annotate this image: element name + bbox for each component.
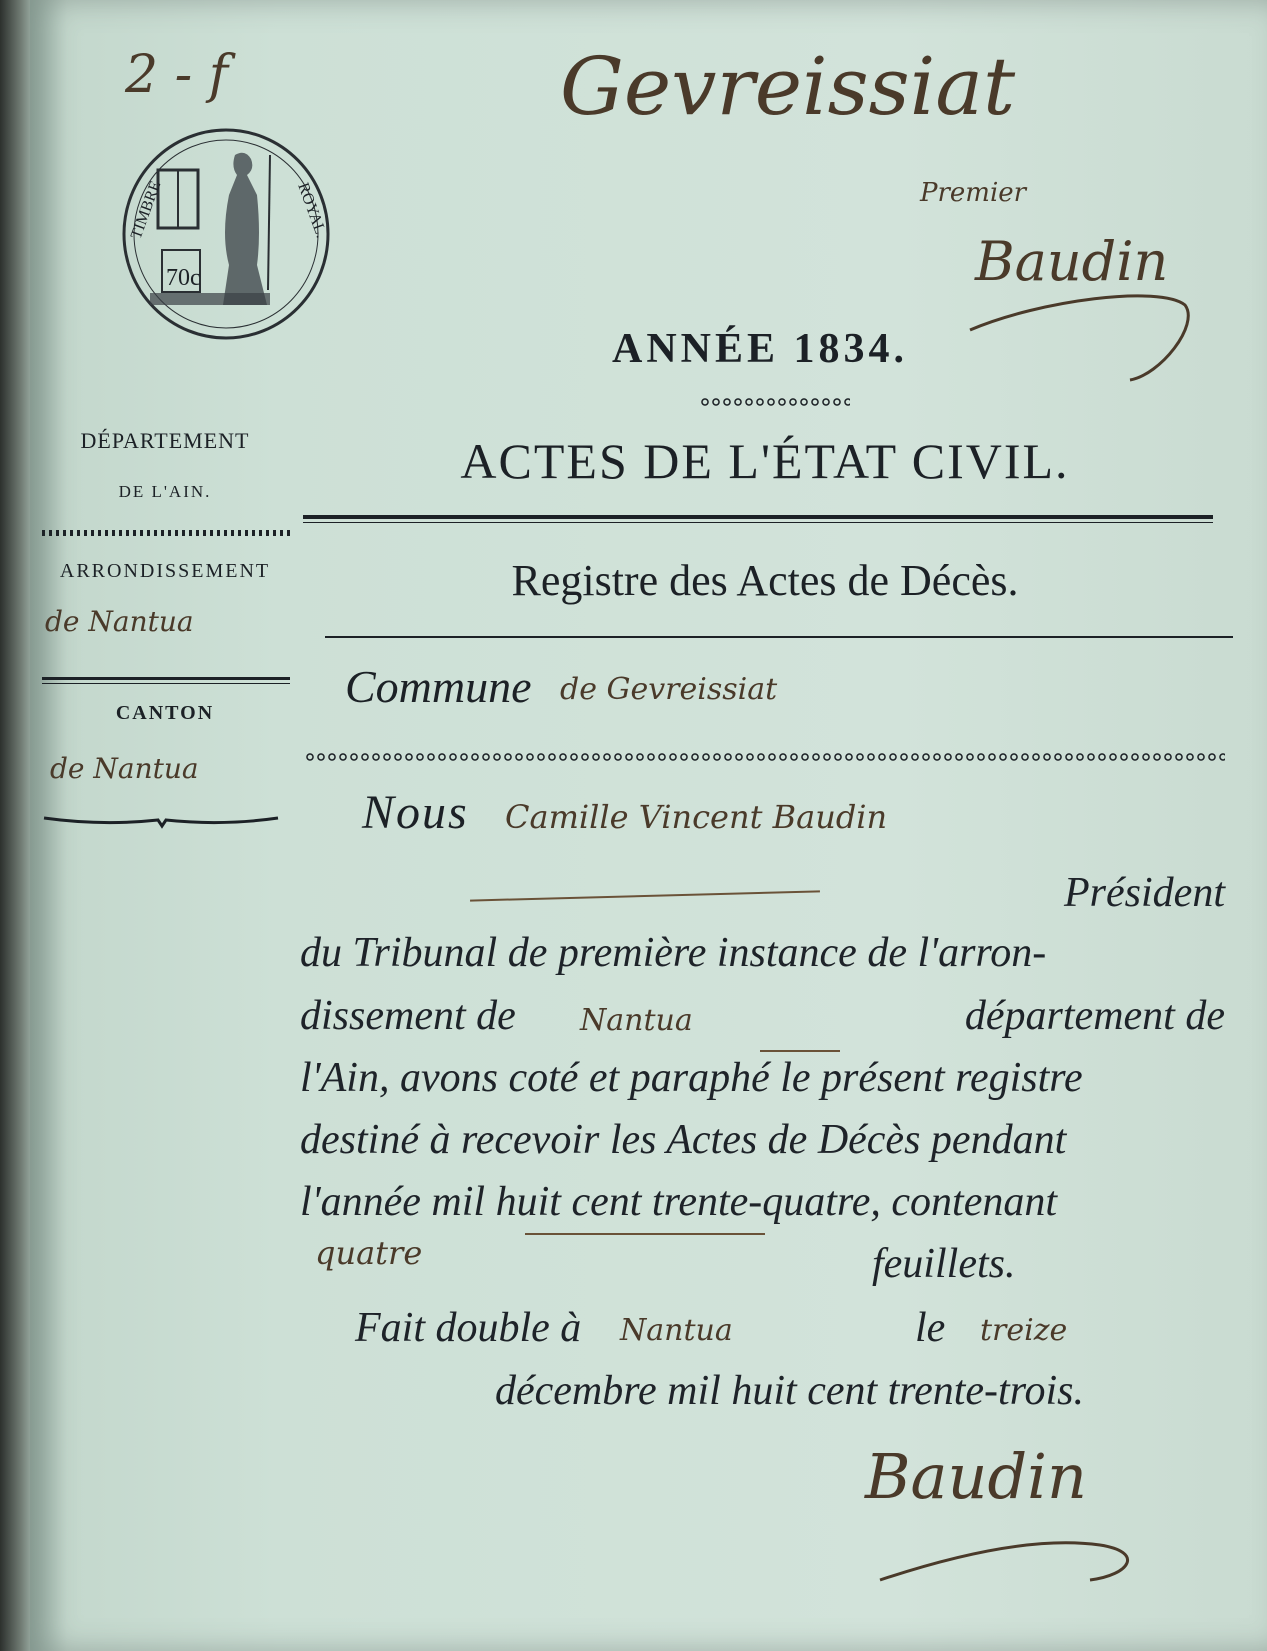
text-line-7-mid: le — [915, 1305, 946, 1351]
text-line-2-handwritten: Nantua — [580, 1003, 693, 1038]
blank-line-2 — [525, 1233, 765, 1235]
bottom-signature: Baudin — [865, 1440, 1087, 1513]
text-line-6-end: feuillets. — [872, 1241, 1016, 1287]
stamp-seal-icon — [120, 125, 332, 343]
subtitle-rule — [325, 636, 1233, 638]
book-binding — [0, 0, 34, 1651]
register-subtitle: Registre des Actes de Décès. — [511, 556, 1019, 605]
text-line-4: destiné à recevoir les Actes de Décès pendant — [300, 1117, 1067, 1163]
commune-label: Commune — [345, 661, 532, 712]
arrondissement-label: ARRONDISSEMENT — [59, 560, 271, 582]
text-line-2-start: dissement de — [300, 993, 516, 1039]
president-name: Camille Vincent Baudin — [505, 798, 888, 836]
stamp-text-timbre: TIMBRE — [127, 178, 165, 242]
stamp-value: 70c — [166, 265, 201, 291]
document-title: ACTES DE L'ÉTAT CIVIL. — [460, 433, 1070, 489]
nous-label: Nous — [362, 786, 469, 839]
commune-value: de Gevreissiat — [560, 672, 778, 707]
year-heading: ANNÉE 1834. — [611, 326, 909, 372]
text-line-7-handwritten: Nantua — [620, 1313, 733, 1348]
text-line-5: l'année mil huit cent trente-quatre, contenant — [300, 1179, 1058, 1225]
bracket-divider — [42, 808, 282, 832]
stamp-text-royal: ROYAL. — [294, 180, 330, 241]
title-rule — [303, 515, 1213, 523]
handwritten-commune-title: Gevreissiat — [560, 40, 1016, 133]
departement-name: DE L'AIN. — [118, 482, 212, 501]
chain-divider — [305, 752, 1225, 762]
departement-label: DÉPARTEMENT — [80, 428, 250, 453]
double-divider — [42, 677, 290, 684]
bottom-signature-flourish — [870, 1510, 1160, 1600]
canton-label: CANTON — [115, 702, 215, 724]
president-word: Président — [1064, 870, 1225, 916]
text-line-2-end: département de — [964, 993, 1225, 1039]
wavy-divider — [42, 530, 290, 536]
royal-stamp — [120, 125, 332, 343]
text-line-3: l'Ain, avons coté et paraphé le présent registre — [300, 1055, 1083, 1101]
top-signature: Baudin — [975, 230, 1169, 293]
text-line-7-start: Fait double à — [355, 1305, 582, 1351]
ornament-divider — [700, 397, 850, 407]
text-line-8: décembre mil huit cent trente-trois. — [495, 1368, 1085, 1414]
canton-value: de Nantua — [50, 752, 199, 785]
text-line-6-handwritten: quatre — [315, 1234, 423, 1272]
text-line-1: du Tribunal de première instance de l'arron- — [300, 930, 1047, 976]
signature-title: Premier — [920, 178, 1027, 208]
page-number: 2 - f — [125, 45, 228, 105]
blank-line-1 — [760, 1050, 840, 1052]
arrondissement-value: de Nantua — [45, 605, 194, 638]
signature-flourish — [960, 280, 1200, 390]
text-line-7-handwritten-2: treize — [980, 1313, 1068, 1348]
